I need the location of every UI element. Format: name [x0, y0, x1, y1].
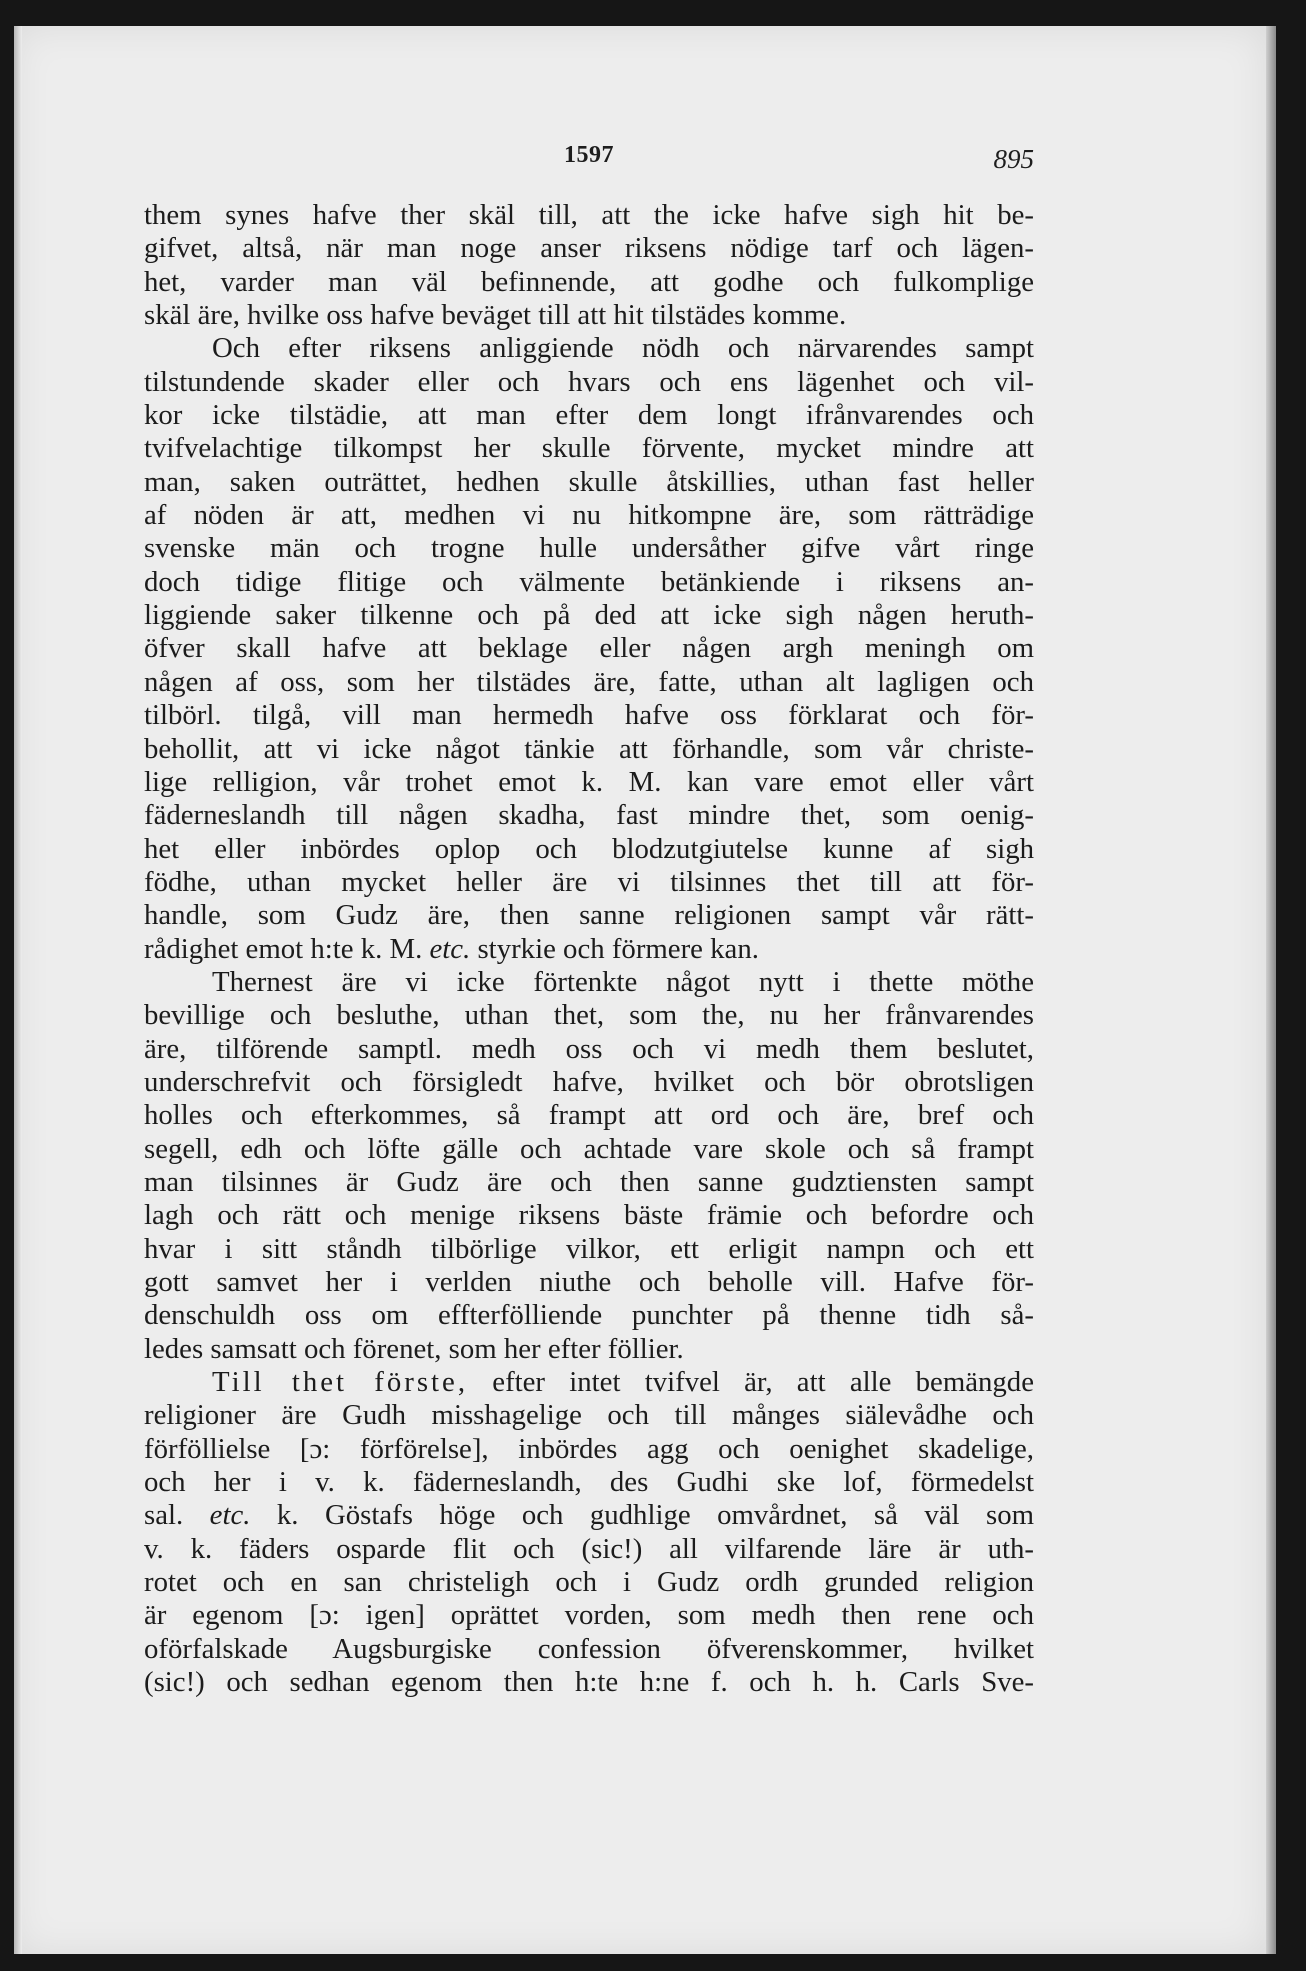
text-line: är egenom [ɔ: igen] oprättet vorden, som medh then rene och [144, 1599, 1034, 1632]
text-line: fäderneslandh till någen skadha, fast mindre thet, som oenig- [144, 799, 1034, 832]
page-gutter-shadow [14, 26, 22, 1954]
text-line: rotet och en san christeligh och i Gudz ordh grunded religion [144, 1566, 1034, 1599]
spaced-text: Till thet förste, [212, 1366, 469, 1399]
text-line: religioner äre Gudh misshagelige och till månges siälevådhe och [144, 1399, 1034, 1432]
text-line: Thernest äre vi icke förtenkte något nytt i thette möthe [212, 965, 1034, 998]
text-line: bevillige och besluthe, uthan thet, som the, nu her frånvarendes [144, 999, 1034, 1032]
text-line: doch tidige flitige och välmente betänkiende i riksens an- [144, 565, 1034, 598]
text-line: Och efter riksens anliggiende nödh och närvarendes sampt [212, 332, 1034, 365]
text-segment: k. Göstafs höge och gudhlige omvårdnet, så väl som [250, 1499, 1034, 1532]
text-line [144, 1499, 1034, 1532]
text-line: födhe, uthan mycket heller äre vi tilsinnes thet till att för- [144, 865, 1034, 898]
text-line: af nöden är att, medhen vi nu hitkompne äre, som rätträdige [144, 499, 1034, 532]
text-line: liggiende saker tilkenne och på ded att icke sigh någen heruth- [144, 599, 1034, 632]
text-line: oförfalskade Augsburgiske confession öfverenskommer, hvilket [144, 1632, 1034, 1665]
text-line: gifvet, altså, när man noge anser riksens nödige tarf och lägen- [144, 232, 1034, 265]
text-line: holles och efterkommes, så frampt att ord och äre, bref och [144, 1099, 1034, 1132]
text-line: ledes samsatt och förenet, som her efter föllier. [144, 1332, 684, 1365]
text-line: förföllielse [ɔ: förförelse], inbördes agg och oenighet skadelige, [144, 1432, 1034, 1465]
italic-text: etc. [209, 1499, 251, 1532]
text-line: svenske män och trogne hulle undersåther gifve vårt ringe [144, 532, 1034, 565]
text-line: lagh och rätt och menige riksens bäste främie och befordre och [144, 1199, 1034, 1232]
text-line: handle, som Gudz äre, then sanne religionen sampt vår rätt- [144, 899, 1034, 932]
italic-text: etc. [429, 932, 471, 965]
body-text [144, 199, 1034, 1699]
page-edge [1266, 26, 1276, 1954]
text-line: them synes hafve ther skäl till, att the icke hafve sigh hit be- [144, 199, 1034, 231]
text-line: het eller inbördes oplop och blodzutgiutelse kunne af sigh [144, 832, 1034, 865]
text-segment: sal. [144, 1499, 210, 1532]
text-segment: rådighet emot h:te k. M. [144, 932, 430, 965]
text-line: tilstundende skader eller och hvars och ens lägenhet och vil- [144, 365, 1034, 398]
text-line [144, 1366, 1034, 1399]
text-segment: styrkie och förmere kan. [470, 932, 759, 965]
text-line: het, varder man väl befinnende, att godhe och fulkomplige [144, 265, 1034, 298]
text-line: lige relligion, vår trohet emot k. M. kan vare emot eller vårt [144, 765, 1034, 798]
text-segment: efter intet tvifvel är, att alle bemängde [468, 1366, 1034, 1399]
running-header [144, 142, 1034, 182]
text-line: denschuldh oss om effterfölliende punchter på thenne tidh så- [144, 1299, 1034, 1332]
text-line [144, 933, 1034, 966]
text-line: v. k. fäders osparde flit och (sic!) all vilfarende läre är uth- [144, 1532, 1034, 1565]
text-line: hvar i sitt ståndh tilbörlige vilkor, ett erligit nampn och ett [144, 1232, 1034, 1265]
text-line: kor icke tilstädie, att man efter dem longt ifrånvarendes och [144, 399, 1034, 432]
text-line: tvifvelachtige tilkompst her skulle förvente, mycket mindre att [144, 432, 1034, 465]
text-line: öfver skall hafve att beklage eller någen argh meningh om [144, 632, 1034, 665]
text-line: underschrefvit och försigledt hafve, hvilket och bör obrotsligen [144, 1065, 1034, 1098]
text-line: man, saken outrättet, hedhen skulle åtskillies, uthan fast heller [144, 465, 1034, 498]
text-line: gott samvet her i verlden niuthe och beholle vill. Hafve för- [144, 1266, 1034, 1298]
text-line: äre, tilförende samptl. medh oss och vi medh them beslutet, [144, 1032, 1034, 1065]
text-line: skäl äre, hvilke oss hafve beväget till att hit tilstädes komme. [144, 299, 847, 332]
text-line: segell, edh och löfte gälle och achtade vare skole och så frampt [144, 1132, 1034, 1165]
text-line: någen af oss, som her tilstädes äre, fatte, uthan alt lagligen och [144, 665, 1034, 698]
text-line: och her i v. k. fäderneslandh, des Gudhi ske lof, förmedelst [144, 1466, 1034, 1499]
header-year: 1597 [564, 142, 614, 168]
text-line: behollit, att vi icke något tänkie att förhandle, som vår christe- [144, 732, 1034, 765]
text-line: man tilsinnes är Gudz äre och then sanne gudztiensten sampt [144, 1165, 1034, 1198]
page-number: 895 [993, 144, 1034, 174]
text-line: (sic!) och sedhan egenom then h:te h:ne f. och h. h. Carls Sve- [144, 1666, 1034, 1699]
text-line: tilbörl. tilgå, vill man hermedh hafve oss förklarat och för- [144, 699, 1034, 732]
